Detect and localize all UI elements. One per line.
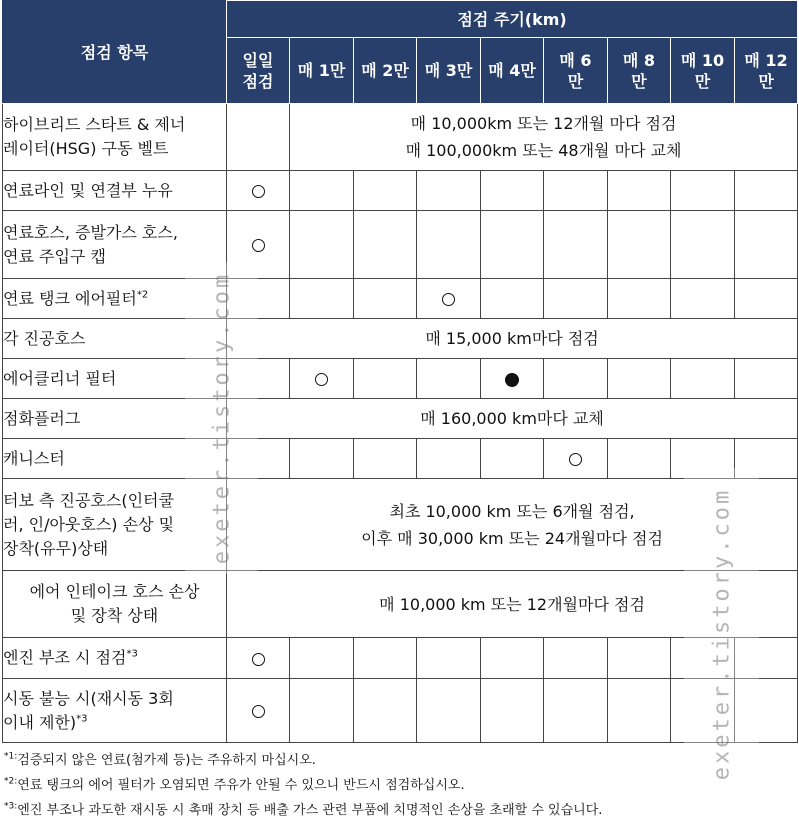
table-row — [3, 571, 798, 638]
table-row — [3, 638, 798, 679]
filled-circle-icon — [505, 373, 519, 387]
table-row — [3, 479, 798, 571]
col-header-60k: 매 6 만 — [544, 38, 608, 104]
table-row — [3, 439, 798, 479]
col-header-20k: 매 2만 — [354, 38, 417, 104]
watermark: exeter.tistory.com — [185, 262, 258, 574]
check-mark-daily — [227, 171, 290, 211]
table-row — [3, 104, 798, 171]
check-mark-30k — [417, 279, 481, 319]
table-row — [3, 399, 798, 439]
table-row — [3, 679, 798, 743]
footnote: $^{*1:}$검증되지 않은 연료(첨가제 등)는 주유하지 마십시오. — [4, 751, 316, 768]
circle-icon — [442, 293, 455, 306]
row-item: 연료호스, 증발가스 호스, 연료 주입구 캡 — [3, 211, 227, 279]
check-mark-60k — [544, 439, 608, 479]
table-row — [3, 171, 798, 211]
row-item: 점화플러그 — [3, 399, 227, 439]
table-row — [3, 211, 798, 279]
check-mark-10k — [290, 359, 354, 399]
row-item: 터보 측 진공호스(인터쿨 러, 인/아웃호스) 손상 및 장착(유무)상태 — [3, 479, 227, 571]
circle-icon — [252, 705, 265, 718]
maintenance-schedule-table — [2, 0, 798, 743]
row-schedule-text: 매 15,000 km마다 점검 — [227, 319, 798, 359]
check-mark-daily — [227, 679, 290, 743]
row-item: 각 진공호스 — [3, 319, 227, 359]
row-schedule-text: 매 160,000 km마다 교체 — [227, 399, 798, 439]
row-item: 시동 불능 시(재시동 3회 이내 제한)$^{*3}$ — [3, 679, 227, 743]
item-header: 점검 항목 — [3, 1, 227, 104]
footnotes — [4, 750, 794, 825]
table-row — [3, 359, 798, 399]
row-item: 엔진 부조 시 점검$^{*3}$ — [3, 638, 227, 679]
col-header-daily: 일일 점검 — [227, 38, 290, 104]
circle-icon — [252, 239, 265, 252]
check-mark-daily — [227, 638, 290, 679]
row-item: 에어클리너 필터 — [3, 359, 227, 399]
footnote: $^{*2:}$연료 탱크의 에어 필터가 오염되면 주유가 안될 수 있으니 반드시 점검하십시오. — [4, 776, 465, 793]
circle-icon — [252, 185, 265, 198]
col-header-30k: 매 3만 — [417, 38, 481, 104]
table-row — [3, 319, 798, 359]
cycle-header: 점검 주기(km) — [227, 1, 798, 38]
row-schedule-text: 매 10,000 km 또는 12개월마다 점검 — [227, 571, 798, 638]
col-header-120k: 매 12 만 — [735, 38, 798, 104]
row-schedule-text: 최초 10,000 km 또는 6개월 점검, 이후 매 30,000 km 또는 24개월마다 점검 — [227, 479, 798, 571]
table-row — [3, 279, 798, 319]
empty-cell — [227, 104, 290, 171]
row-item: 하이브리드 스타트 & 제너 레이터(HSG) 구동 벨트 — [3, 104, 227, 171]
row-item: 캐니스터 — [3, 439, 227, 479]
header-row-1 — [3, 1, 798, 38]
watermark: exeter.tistory.com — [684, 468, 759, 800]
row-schedule-text: 매 10,000km 또는 12개월 마다 점검 매 100,000km 또는 48개월 마다 교체 — [290, 104, 798, 171]
row-item: 연료 탱크 에어필터$^{*2}$ — [3, 279, 227, 319]
col-header-80k: 매 8 만 — [608, 38, 671, 104]
circle-icon — [315, 373, 328, 386]
circle-icon — [252, 653, 265, 666]
replace-mark-40k — [481, 359, 544, 399]
col-header-40k: 매 4만 — [481, 38, 544, 104]
row-item: 에어 인테이크 호스 손상 및 장착 상태 — [3, 571, 227, 638]
circle-icon — [569, 453, 582, 466]
col-header-100k: 매 10 만 — [671, 38, 735, 104]
footnote: $^{*3:}$엔진 부조나 과도한 재시동 시 촉매 장치 등 배출 가스 관련 부품에 치명적인 손상을 초래할 수 있습니다. — [4, 801, 603, 818]
row-item: 연료라인 및 연결부 누유 — [3, 171, 227, 211]
col-header-10k: 매 1만 — [290, 38, 354, 104]
